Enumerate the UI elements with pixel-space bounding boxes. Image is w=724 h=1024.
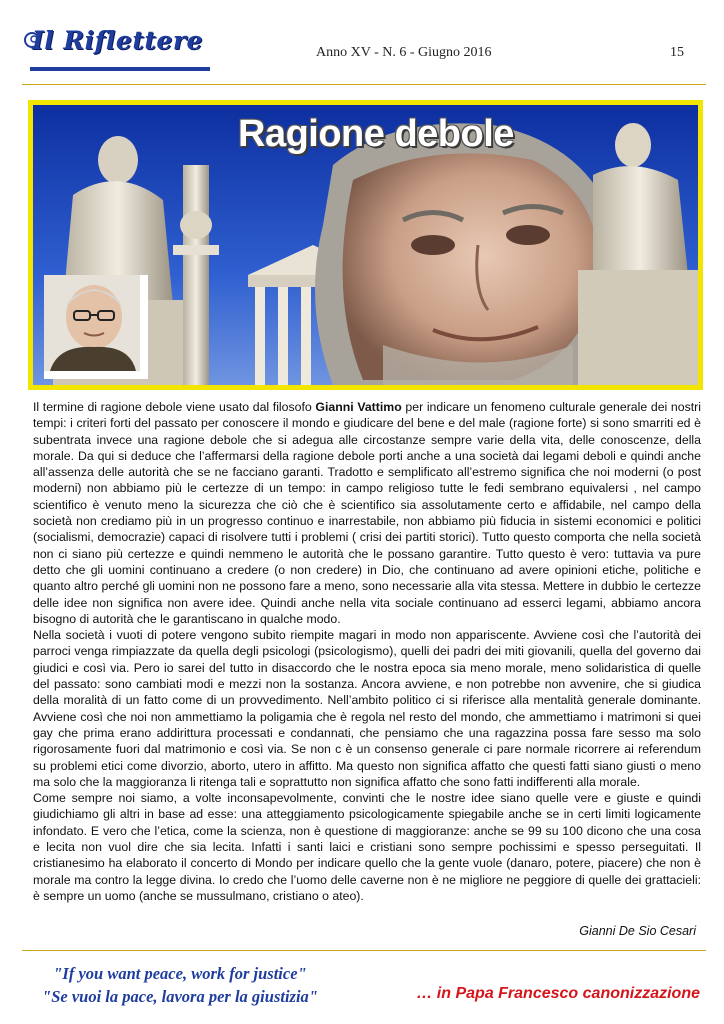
quote-english: "If you want peace, work for justice": [53, 964, 307, 983]
masthead-title: Il Riflettere: [32, 26, 203, 55]
article-paragraph-3: Come sempre noi siamo, a volte inconsapevolmente, convinti che le nostre idee siano quelle vere e giuste e quindi giudichiamo gli altri in base ad esse: una atteggiamento psicologicamente spiegabile anche se in certi limiti logicamente infondato. E vero che l’etica, come la scienza, non è questione di maggioranze: anche se 99 su 100 dicono che una cosa e lecita non vuol dire che sia lecita. Infatti i santi laici e cristiani sono sempre pochissimi e spesso perseguitati. Il cristianesimo ha elaborato il concerto di Mondo per indicare quello che la gente vuole (danaro, potere, piacere) che non è morale ma contro la legge divina. Io credo che l’uomo delle caverne non è ne migliore ne peggiore di quelle dei grattacieli: è sempre un uomo (anche se mussulmano, cristiano o ateo).: [33, 791, 701, 903]
article-intro: Il termine di ragione debole viene usato dal filosofo: [33, 400, 316, 414]
hero-title: Ragione debole: [238, 113, 514, 155]
issue-info: Anno XV - N. 6 - Giugno 2016: [316, 45, 492, 60]
footer-quote: [30, 962, 330, 1008]
header-divider: [22, 84, 706, 85]
article-body: [33, 399, 701, 904]
masthead: [22, 26, 203, 72]
page-number: 15: [670, 45, 684, 60]
article-paragraph-2: Nella società i vuoti di potere vengono subito riempite magari in modo non appariscente. Avviene così che l’autorità dei parroci venga rimpiazzate da quella degli psicologi (psicologismo), quelli dei padri dei miti giovanili, quella del governo dai giudici e così via. Pero io sarei del tutto in disaccordo che le nostra epoca sia meno morale, meno solidaristica di quelle del passato: sono cambiati modi e mezzi non la sostanza. Ancora avviene, e non potrebbe non avvenire, che si giudica della moralità di un fatto come di un provvedimento. Nell’ambito politico ci si riferisce alla mentalità generale dominante. Avviene così che noi non ammettiamo la poligamia che è regola nel resto del mondo, che ammettiamo i matrimoni si quei gay che prima erano addirittura processati e condannati, che pensiamo che una ragazzina possa fare sesso ma solo rigorosamente fuori dal matrimonio e così via. Se non c è un consenso generale ci pare normale ricorrere ai referendum su problemi etici come divorzio, aborto, utero in affitto. Ma questo non significa affatto che questi fatti siano giusti o meno ma solo che la maggioranza li ritenga tali e soprattutto non significa affatto che sono fatti indifferenti alla morale.: [33, 628, 701, 789]
article-paragraph-1-text: per indicare un fenomeno culturale generale dei nostri tempi: i criteri forti del passato per conoscere il mondo e giudicare del bene e del male (ragione forte) si sono smarriti ed è subentrata invece una ragione debole che si adegua alle circostanze sempre varie della vita, delle conoscenze, della morale. Da qui si deduce che l’affermarsi della ragione debole porti anche a una società dai legami deboli e quindi anche all’assenza delle autorità che se ne facciano garanti. Tradotto e semplificato all’estremo significa che noi moderni (o post moderni) non abbiamo più le certezze di un tempo: in campo religioso tutte le fedi sembrano equivalersi , nel campo scientifico è venuto meno la sicurezza che ciò che è scientifico sia assolutamente certo e affidabile, nel campo della società non crediamo più in un progresso continuo e inarrestabile, non abbiamo più fiducia in sistemi economici e politici (socialismi, democrazie) capaci di risolvere tutti i problemi ( crisi dei partiti storici). Tutto questo comporta che nella società non ci siano più certezze e quindi nemmeno le autorità che le possano garantire. Tutto questo è vero: tuttavia va pure detto che gli uomini continuano a credere (o non credere) in Dio, che continuano ad avere opinioni etiche, politiche e quanto altro perché gli uomini non ne possono fare a meno, sono necessarie alla vita stessa. Mettere in dubbio le certezze delle idee non significa non avere idee. Quindi anche nella vita sociale continuano ad esserci legami, abbiamo ancora bisogno di autorità che le garantiscano in qualche modo.: [33, 400, 701, 626]
author-name: Gianni Vattimo: [315, 400, 402, 414]
footer-divider: [22, 950, 706, 951]
article-paragraph-1: [33, 399, 701, 627]
quote-italian: "Se vuoi la pace, lavora per la giustizia": [42, 987, 318, 1006]
inset-portrait-frame: [44, 275, 148, 379]
inset-portrait: [44, 275, 140, 371]
article-signature: Gianni De Sio Cesari: [579, 924, 696, 938]
masthead-rule: [30, 67, 210, 71]
footer-tagline: … in Papa Francesco canonizzazione: [416, 985, 700, 1002]
hero-image: [33, 105, 698, 385]
hero-frame: [28, 100, 703, 390]
